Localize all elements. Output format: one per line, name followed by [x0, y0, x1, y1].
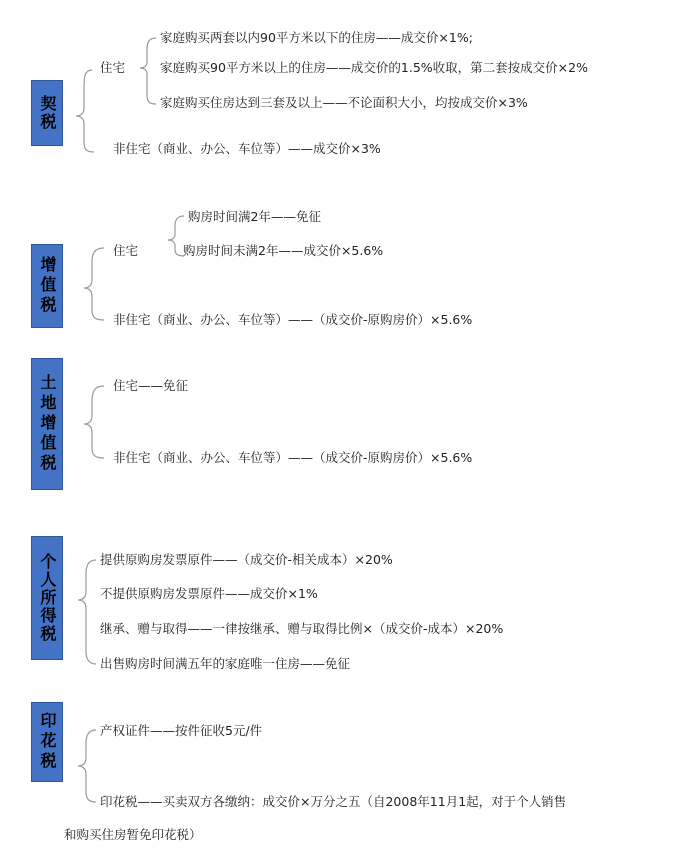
item-label: 出售购房时间满五年的家庭唯一住房——免征 — [100, 656, 351, 671]
item-label: 继承、赠与取得——一律按继承、赠与取得比例×（成交价-成本）×20% — [100, 621, 504, 636]
bracket-geshui — [78, 560, 96, 664]
sub-item: 购房时间未满2年——成交价×5.6% — [183, 243, 384, 258]
section-title: 土地增值税 — [38, 374, 57, 474]
sub-item: 购房时间满2年——免征 — [188, 209, 321, 224]
bracket-zengzhishui — [84, 248, 104, 320]
section-title: 契税 — [38, 95, 57, 131]
item-label: 住宅 — [113, 243, 139, 258]
item-label: 不提供原购房发票原件——成交价×1% — [100, 586, 318, 601]
bracket-yinhua — [78, 730, 96, 802]
section-title: 增值税 — [38, 256, 57, 316]
section-box-zengzhishui — [31, 244, 63, 328]
bracket-zengzhishui-zhuzhai — [168, 216, 184, 256]
sub-item: 家庭购买住房达到三套及以上——不论面积大小，均按成交价×3% — [160, 95, 528, 110]
item-label: 提供原购房发票原件——（成交价-相关成本）×20% — [100, 552, 393, 567]
item-label: 非住宅（商业、办公、车位等）——（成交价-原购房价）×5.6% — [113, 312, 473, 327]
item-label: 住宅 — [100, 60, 126, 75]
item-label: 住宅——免征 — [113, 378, 189, 393]
item-label: 非住宅（商业、办公、车位等）——成交价×3% — [113, 141, 381, 156]
section-box-yinhua — [31, 702, 63, 782]
section-box-qishui — [31, 80, 63, 146]
sub-item: 家庭购买90平方米以上的住房——成交价的1.5%收取，第二套按成交价×2% — [160, 60, 588, 75]
sub-item: 家庭购买两套以内90平方米以下的住房——成交价×1%; — [160, 30, 473, 45]
section-box-tudi — [31, 358, 63, 490]
section-title: 个人所得税 — [38, 553, 57, 643]
item-label: 产权证件——按件征收5元/件 — [100, 723, 263, 738]
bracket-tudi — [84, 386, 104, 458]
item-label-continuation: 和购买住房暂免印花税） — [64, 827, 202, 842]
bracket-qishui — [76, 70, 94, 152]
section-box-geshui — [31, 536, 63, 660]
section-title: 印花税 — [38, 712, 57, 772]
item-label: 非住宅（商业、办公、车位等）——（成交价-原购房价）×5.6% — [113, 450, 473, 465]
item-label: 印花税——买卖双方各缴纳：成交价×万分之五（自2008年11月1起，对于个人销售 — [100, 794, 567, 809]
bracket-qishui-zhuzhai — [140, 38, 156, 104]
